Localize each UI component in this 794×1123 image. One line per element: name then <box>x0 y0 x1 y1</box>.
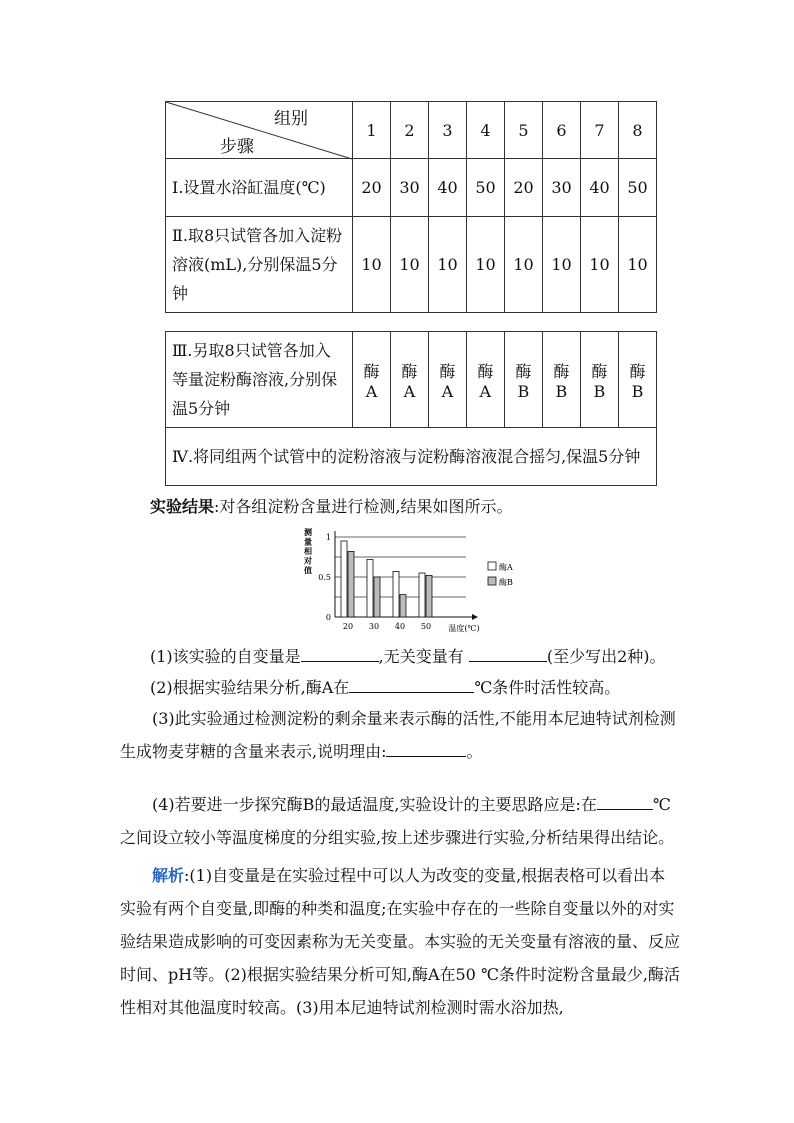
legend-swatch <box>488 562 496 570</box>
legend-label: 酶A <box>499 563 513 572</box>
q1-blank-2[interactable] <box>469 645 547 662</box>
question-2 <box>150 676 620 698</box>
x-tick-label: 20 <box>342 622 354 631</box>
q2-part-a: (2)根据实验结果分析,酶A在 <box>150 678 350 697</box>
x-tick-label: 40 <box>394 622 406 631</box>
enzyme-cell: 酶B <box>542 332 580 428</box>
x-tick-label: 30 <box>368 622 380 631</box>
y-tick-label: 1 <box>325 533 331 542</box>
bar-enzyme-a <box>419 573 425 617</box>
diagonal-line <box>166 102 352 159</box>
group-header-cell: 5 <box>505 102 543 159</box>
temp-cell: 20 <box>353 159 391 217</box>
y-axis-label-char: 相 <box>304 546 312 556</box>
q4-part-b: ℃之间设立较小等温度梯度的分组实验,按上述步骤进行实验,分析结果得出结论。 <box>120 795 675 847</box>
q1-part-b: ,无关变量有 <box>378 647 464 666</box>
legend-label: 酶B <box>499 578 513 587</box>
volume-cell: 10 <box>619 217 657 313</box>
enzyme-cell: 酶B <box>504 332 542 428</box>
q4-blank[interactable] <box>597 793 653 810</box>
q3-text: (3)此实验通过检测淀粉的剩余量来表示酶的活性,不能用本尼迪特试剂检测生成物麦芽糖的含量来表示,说明理由: <box>120 709 676 761</box>
temp-cell: 50 <box>619 159 657 217</box>
enzyme-cell: 酶A <box>353 332 391 428</box>
q2-part-b: ℃条件时活性较高。 <box>474 678 621 697</box>
step-3-label: Ⅲ.另取8只试管各加入等量淀粉酶溶液,分别保温5分钟 <box>166 332 353 428</box>
legend-swatch <box>488 577 496 585</box>
q3-blank[interactable] <box>386 740 466 757</box>
temp-cell: 40 <box>581 159 619 217</box>
q3-end: 。 <box>466 742 483 761</box>
experiment-table-2 <box>165 331 657 486</box>
enzyme-cell: 酶A <box>428 332 466 428</box>
y-axis-label-char: 值 <box>304 565 312 575</box>
bar-enzyme-a <box>393 571 399 617</box>
y-tick-label: 0 <box>325 613 331 622</box>
result-label: 实验结果 <box>150 497 215 516</box>
q2-blank[interactable] <box>349 676 474 693</box>
enzyme-cell: 酶B <box>618 332 656 428</box>
bar-enzyme-b <box>426 575 432 617</box>
question-1 <box>150 645 666 667</box>
bar-enzyme-a <box>367 559 373 617</box>
temp-cell: 30 <box>391 159 429 217</box>
volume-cell: 10 <box>505 217 543 313</box>
question-3 <box>120 702 680 768</box>
temp-cell: 20 <box>505 159 543 217</box>
volume-cell: 10 <box>353 217 391 313</box>
result-text: :对各组淀粉含量进行检测,结果如图所示。 <box>214 497 513 516</box>
temp-cell: 50 <box>467 159 505 217</box>
header-step-label: 步骤 <box>220 137 254 157</box>
step-2-label: Ⅱ.取8只试管各加入淀粉溶液(mL),分别保温5分钟 <box>166 217 353 313</box>
volume-cell: 10 <box>391 217 429 313</box>
bar-enzyme-a <box>341 541 347 617</box>
group-header-cell: 1 <box>353 102 391 159</box>
q1-part-a: (1)该实验的自变量是 <box>150 647 301 666</box>
result-line <box>150 497 513 517</box>
group-header-cell: 4 <box>467 102 505 159</box>
q4-part-a: (4)若要进一步探究酶B的最适温度,实验设计的主要思路应是:在 <box>152 795 597 814</box>
bar-enzyme-b <box>348 551 354 617</box>
experiment-table-1 <box>165 101 657 313</box>
y-axis-label-char: 测 <box>304 527 312 537</box>
q1-part-c: (至少写出2种)。 <box>546 647 666 666</box>
question-4 <box>120 788 680 854</box>
header-group-label: 组别 <box>274 109 308 129</box>
volume-cell: 10 <box>581 217 619 313</box>
table-header-diagonal-cell <box>166 102 353 159</box>
answer-label: 解析 <box>152 866 185 885</box>
x-tick-label: 50 <box>420 622 432 631</box>
group-header-cell: 8 <box>619 102 657 159</box>
y-tick-label: 0.5 <box>318 573 331 582</box>
y-axis-label-char: 量 <box>304 536 312 547</box>
volume-cell: 10 <box>543 217 581 313</box>
bar-chart <box>298 524 513 634</box>
temp-cell: 30 <box>543 159 581 217</box>
enzyme-cell: 酶A <box>390 332 428 428</box>
x-axis-arrow <box>472 614 478 620</box>
y-axis-label-char: 对 <box>304 555 312 566</box>
volume-cell: 10 <box>429 217 467 313</box>
x-axis-label: 温度(℃) <box>448 624 480 633</box>
q1-blank-1[interactable] <box>301 645 379 662</box>
volume-cell: 10 <box>467 217 505 313</box>
group-header-cell: 7 <box>581 102 619 159</box>
bar-enzyme-b <box>400 595 406 617</box>
step-4-label: Ⅳ.将同组两个试管中的淀粉溶液与淀粉酶溶液混合摇匀,保温5分钟 <box>166 428 657 486</box>
answer-analysis <box>120 859 680 1024</box>
temp-cell: 40 <box>429 159 467 217</box>
answer-text: :(1)自变量是在实验过程中可以人为改变的变量,根据表格可以看出本实验有两个自变量,即酶的种类和温度;在实验中存在的一些除自变量以外的对实验结果造成影响的可变因素称为无关变量。本实验的无关变量有溶液的量、反应时间、pH等。(2)根据实验结果分析可知,酶A在50 ℃条件时淀粉含量最少,酶活性相对其他温度时较高。(3)用本尼迪特试剂检测时需水浴加热, <box>120 866 681 1017</box>
step-1-label: Ⅰ.设置水浴缸温度(℃) <box>166 159 353 217</box>
group-header-cell: 3 <box>429 102 467 159</box>
enzyme-cell: 酶A <box>466 332 504 428</box>
group-header-cell: 2 <box>391 102 429 159</box>
group-header-cell: 6 <box>543 102 581 159</box>
enzyme-cell: 酶B <box>580 332 618 428</box>
bar-enzyme-b <box>374 577 380 617</box>
